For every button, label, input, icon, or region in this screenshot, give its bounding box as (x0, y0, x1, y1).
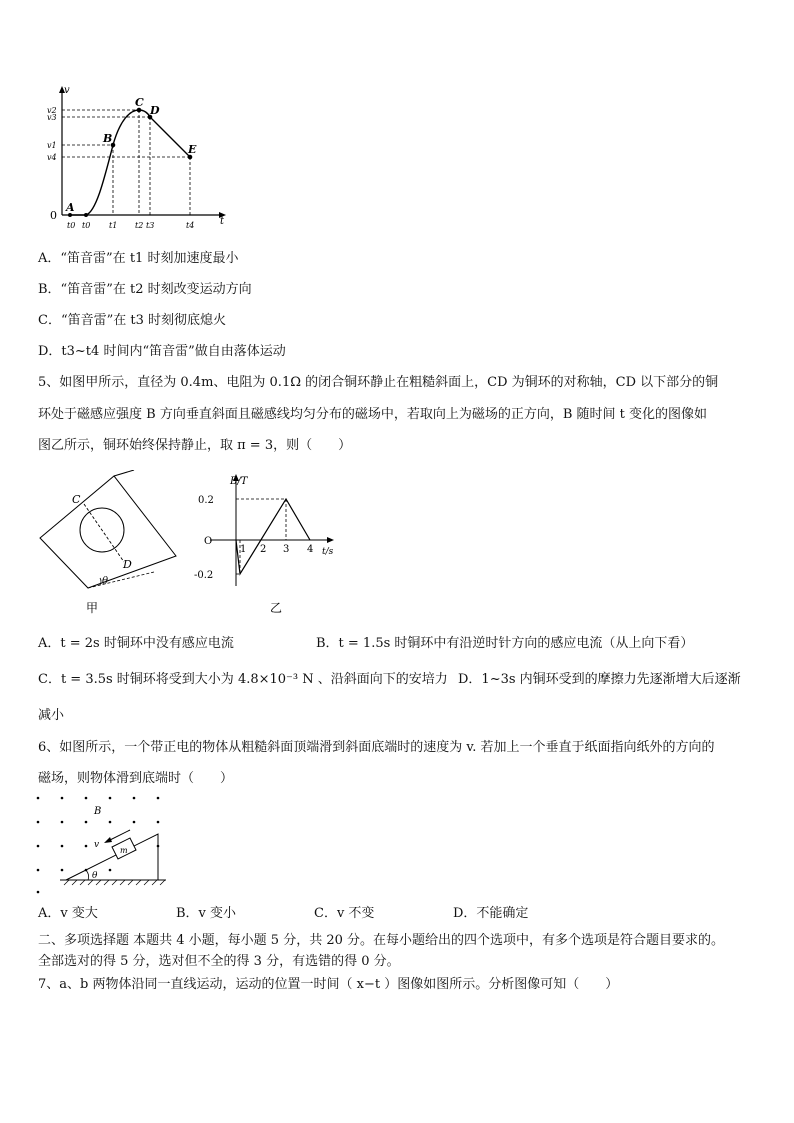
bt-line (236, 499, 310, 574)
vt-points (68, 108, 192, 217)
vt-point-a: A (66, 201, 75, 214)
horizontal-ref (88, 572, 154, 588)
section2-heading-line1: 二、多项选择题 本题共 4 小题，每小题 5 分，共 20 分。在每小题给出的四个选项中，有多个选项是符合题目要求的。 (38, 933, 725, 948)
ground-hatch (64, 880, 165, 885)
vt-point-c: C (135, 96, 144, 109)
q4-option-d: D．t3~t4 时间内“笛音雷”做自由落体运动 (38, 344, 286, 359)
q5-option-d: D．1~3s 内铜环受到的摩擦力先逐渐增大后逐渐 (458, 672, 741, 687)
label-v: v (94, 840, 100, 850)
bt-x-label: t/s (322, 547, 334, 557)
q4-option-c: C．“笛音雷”在 t3 时刻彻底熄火 (38, 313, 226, 328)
q6-figure (30, 790, 180, 900)
label-theta: θ (102, 576, 109, 587)
q5-option-b: B．t = 1.5s 时铜环中有沿逆时针方向的感应电流（从上向下看） (316, 636, 694, 651)
section2-heading-line2: 全部选对的得 5 分，选对但不全的得 3 分，有选错的得 0 分。 (38, 954, 400, 969)
vt-graph-figure (40, 80, 240, 232)
vt-ytick-v2: v2 (47, 106, 57, 115)
bt-ytick-pos: 0.2 (198, 495, 214, 506)
vt-y-label: v (64, 85, 70, 96)
vt-ytick-v1: v1 (47, 141, 57, 150)
vt-xtick-t4: t4 (186, 221, 195, 230)
label-b-field: B (94, 806, 102, 817)
label-d: D (123, 558, 132, 571)
bt-xtick-1: 1 (240, 544, 247, 555)
vt-xtick-t3: t3 (146, 221, 155, 230)
vt-point-b: B (103, 132, 113, 145)
vt-point-e: E (188, 143, 197, 156)
vt-curve (70, 110, 190, 215)
q4-option-b: B．“笛音雷”在 t2 时刻改变运动方向 (38, 282, 252, 297)
bt-origin: O (204, 536, 213, 547)
vt-xtick-t2: t2 (135, 221, 144, 230)
q5-option-a: A．t = 2s 时铜环中没有感应电流 (38, 636, 234, 651)
incline (66, 834, 158, 880)
label-m: m (120, 846, 128, 855)
caption-yi: 乙 (270, 601, 283, 615)
q5-stem-line2: 环处于磁感应强度 B 方向垂直斜面且磁感线均匀分布的磁场中，若取向上为磁场的正方向，B 随时间 t 变化的图像如 (38, 407, 707, 422)
q4-option-a: A．“笛音雷”在 t1 时刻加速度最小 (38, 251, 239, 266)
vt-xtick-t0b: t0 (82, 221, 91, 230)
vt-point-d: D (150, 104, 160, 117)
vt-origin: 0 (50, 209, 57, 222)
bt-xtick-4: 4 (307, 544, 314, 555)
vt-guides (62, 110, 190, 215)
q6-option-d: D．不能确定 (453, 906, 529, 921)
caption-jia: 甲 (86, 601, 99, 615)
q5-stem-line3: 图乙所示，铜环始终保持静止，取 π = 3，则（ ） (38, 438, 352, 453)
bt-xtick-2: 2 (260, 544, 267, 555)
bt-y-label: B/T (230, 476, 248, 487)
axis-cd (84, 504, 124, 562)
bt-xtick-3: 3 (283, 544, 290, 555)
q6-stem-line2: 磁场，则物体滑到底端时（ ） (38, 771, 234, 786)
incline-outline (40, 476, 176, 588)
q5-option-d-cont: 减小 (38, 708, 65, 723)
vt-x-label: t (220, 216, 225, 227)
q6-option-b: B．v 变小 (176, 906, 237, 921)
q5-figure-jia (36, 470, 186, 618)
vt-xtick-t0a: t0 (67, 221, 76, 230)
vt-xtick-t1: t1 (109, 221, 118, 230)
q7-stem-line1: 7、a、b 两物体沿同一直线运动，运动的位置一时间（ x−t ）图像如图所示。分析图像可知（ ） (38, 977, 619, 992)
vt-ytick-v4: v4 (47, 153, 57, 162)
q6-option-c: C．v 不变 (314, 906, 375, 921)
q5-stem-line1: 5、如图甲所示，直径为 0.4m、电阻为 0.1Ω 的闭合铜环静止在粗糙斜面上，CD 为铜环的对称轴，CD 以下部分的铜 (38, 375, 719, 390)
label-theta-q6: θ (92, 871, 98, 881)
q5-option-c: C．t = 3.5s 时铜环将受到大小为 4.8×10⁻³ N 、沿斜面向下的安培力 (38, 672, 448, 687)
vt-ytick-v3: v3 (47, 113, 57, 122)
q6-option-a: A．v 变大 (38, 906, 98, 921)
q5-figure-yi (190, 468, 350, 618)
label-c: C (72, 493, 81, 506)
q6-stem-line1: 6、如图所示，一个带正电的物体从粗糙斜面顶端滑到斜面底端时的速度为 v. 若加上一个垂直于纸面指向纸外的方向的 (38, 740, 715, 755)
bt-ytick-neg: -0.2 (194, 570, 214, 581)
